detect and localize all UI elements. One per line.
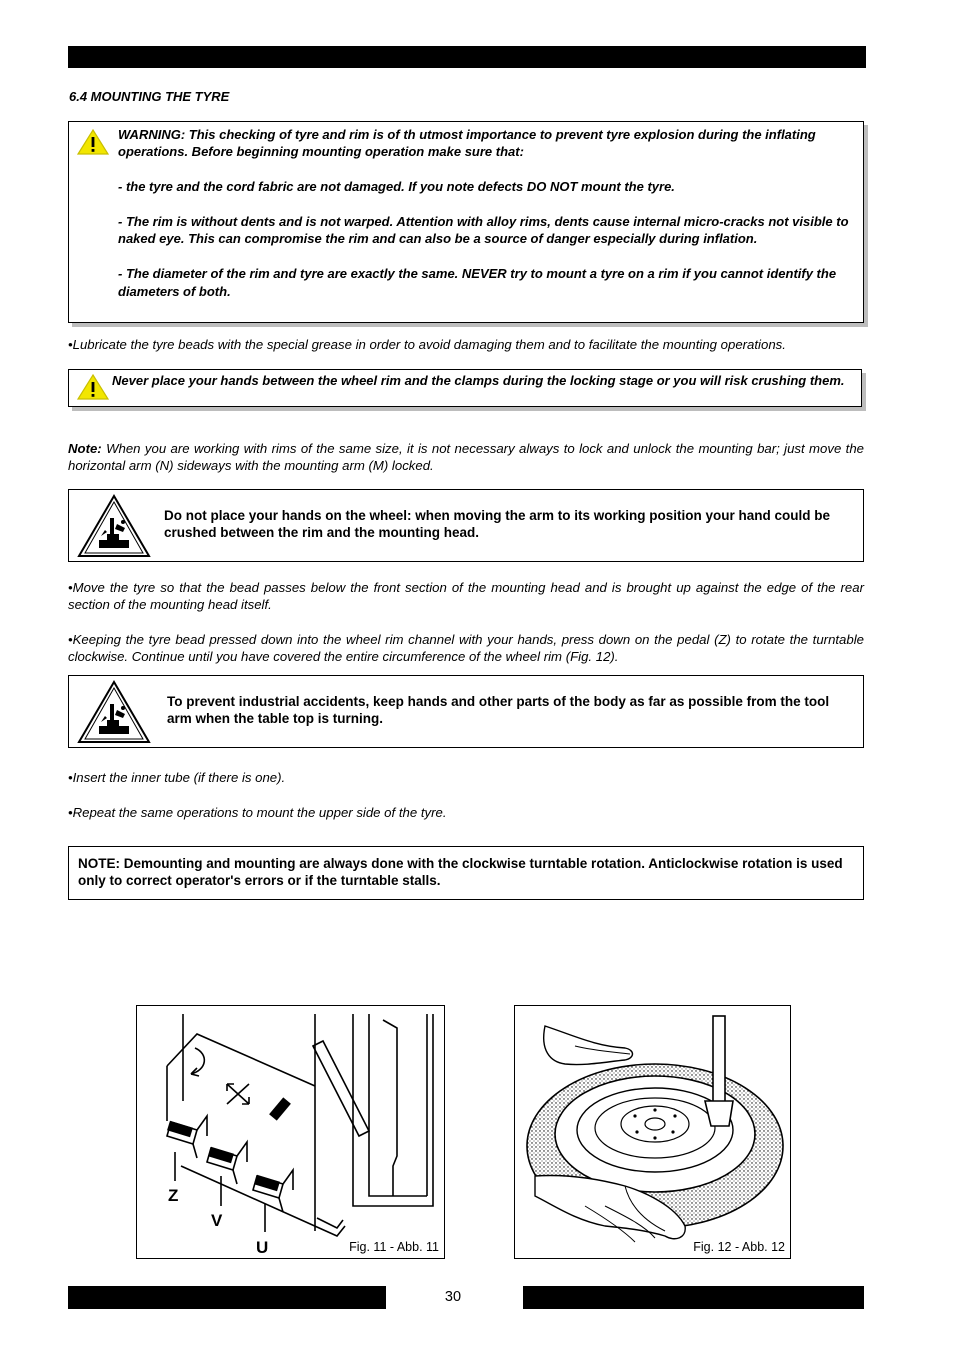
figure-11-pedals	[136, 1005, 445, 1259]
bullet-move: •Move the tyre so that the bead passes below the front section of the mounting head and is brought up against the edge of the rear section of the mounting head itself.	[68, 580, 864, 613]
pedal-label-z: Z	[168, 1186, 179, 1205]
pedals-drawing	[137, 1006, 444, 1258]
section-title: 6.4 MOUNTING THE TYRE	[69, 89, 230, 104]
note-box-text: NOTE: Demounting and mounting are always done with the clockwise turntable rotation. Anticlockwise rotation is used only to correct operator's errors or if the turntable stalls.	[78, 856, 843, 889]
tyre-mounting-drawing	[515, 1006, 790, 1258]
note-label: Note:	[68, 441, 102, 456]
warning-paragraph: - The rim is without dents and is not warped. Attention with alloy rims, dents cause internal micro-cracks not visible to naked eye. This can compromise the rim and can also be a source of danger especially during inflation.	[118, 214, 849, 247]
danger-text: To prevent industrial accidents, keep hands and other parts of the body as far as possible from the tool arm when the table top is turning.	[167, 694, 830, 727]
crush-hazard-sign-icon	[77, 494, 151, 558]
figure-12-mounting	[514, 1005, 791, 1259]
warning-triangle-icon	[76, 128, 110, 156]
header-bar	[68, 46, 866, 68]
danger-box-wheel	[68, 489, 864, 562]
note-paragraph	[68, 440, 864, 475]
bullet-keep: •Keeping the tyre bead pressed down into the wheel rim channel with your hands, press down on the pedal (Z) to rotate the turntable clockwise. Continue until you have covered the entire circumference of the wheel rim (Fig. 12).	[68, 632, 864, 665]
note-text: When you are working with rims of the same size, it is not necessary always to lock and unlock the mounting bar; just move the horizontal arm (N) sideways with the mounting arm (M) locked.	[68, 441, 864, 474]
bullet-insert: •Insert the inner tube (if there is one).	[68, 770, 286, 785]
crush-hazard-sign-icon	[77, 680, 151, 744]
warning-hands-text: Never place your hands between the wheel rim and the clamps during the locking stage or you will risk crushing them.	[112, 373, 845, 388]
pedal-label-v: V	[211, 1211, 223, 1230]
warning-triangle-icon	[76, 373, 110, 401]
warning-box-tyre-check	[68, 121, 864, 323]
danger-box-tool-arm	[68, 675, 864, 748]
warning-paragraph: WARNING: This checking of tyre and rim is of th utmost importance to prevent tyre explosion during the inflating operations. Before beginning mounting operation make sure that:	[118, 127, 816, 160]
bullet-repeat: •Repeat the same operations to mount the upper side of the tyre.	[68, 805, 447, 820]
pedal-label-u: U	[256, 1238, 269, 1257]
footer-bar-right	[523, 1286, 864, 1309]
warning-box-hands	[68, 369, 862, 407]
footer-bar-left	[68, 1286, 386, 1309]
warning-paragraph: - the tyre and the cord fabric are not damaged. If you note defects DO NOT mount the tyre.	[118, 179, 675, 195]
page-number: 30	[444, 1289, 462, 1305]
note-box-rotation	[68, 846, 864, 900]
figure-caption: Fig. 11 - Abb. 11	[349, 1240, 439, 1254]
bullet-lubricate: •Lubricate the tyre beads with the special grease in order to avoid damaging them and to facilitate the mounting operations.	[68, 337, 786, 352]
danger-text: Do not place your hands on the wheel: when moving the arm to its working position your hand could be crushed between the rim and the mounting head.	[164, 508, 831, 541]
warning-paragraph: - The diameter of the rim and tyre are exactly the same. NEVER try to mount a tyre on a rim if you cannot identify the diameters of both.	[118, 266, 837, 299]
figure-caption: Fig. 12 - Abb. 12	[693, 1240, 785, 1254]
